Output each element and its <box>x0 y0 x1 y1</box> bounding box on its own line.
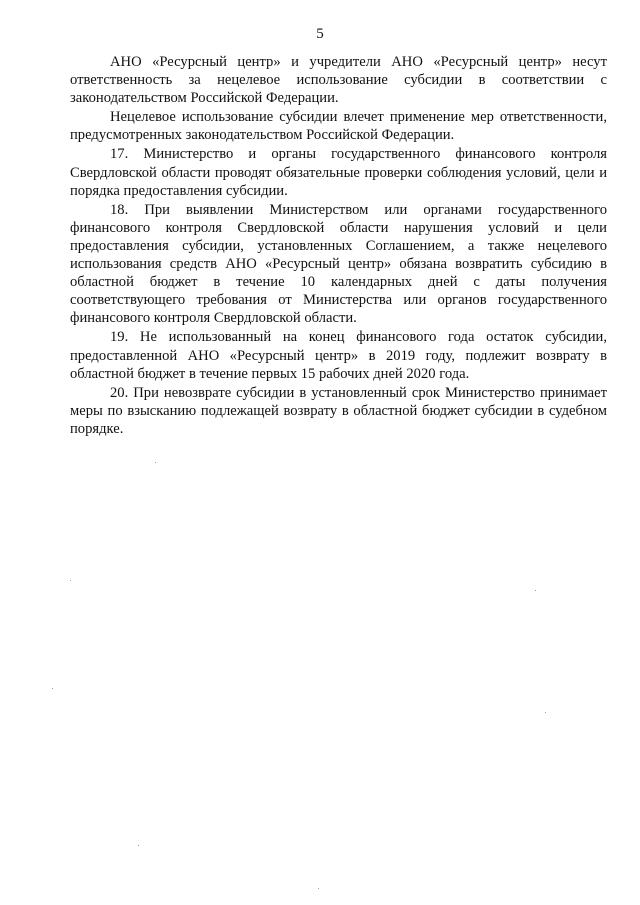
document-body <box>70 53 607 438</box>
paragraph-18: 18. При выявлении Министерством или органами государственного финансового контроля Свердловской области нарушения условий и цели предоставления субсидии, установленных Соглашением, а также нецелевого использования средств АНО «Ресурсный центр» обязана возвратить субсидию в областной бюджет в течение 10 календарных дней с даты получения соответствующего требования от Министерства или органов государственного финансового контроля Свердловской области. <box>70 201 607 327</box>
paragraph-responsibility: АНО «Ресурсный центр» и учредители АНО «Ресурсный центр» несут ответственность за нецелевое использование субсидии в соответствии с законодательством Российской Федерации. <box>70 54 607 107</box>
scan-speck <box>52 688 53 689</box>
paragraph-19: 19. Не использованный на конец финансового года остаток субсидии, предоставленной АНО «Ресурсный центр» в 2019 году, подлежит возврату в областной бюджет в течение первых 15 рабочих дней 2020 года. <box>70 329 607 382</box>
scan-speck <box>318 888 319 889</box>
scan-speck <box>155 462 156 463</box>
paragraph-17: 17. Министерство и органы государственного финансового контроля Свердловской области проводят обязательные проверки соблюдения условий, цели и порядка предоставления субсидии. <box>70 146 607 199</box>
scan-speck <box>545 712 546 713</box>
paragraph-misuse: Нецелевое использование субсидии влечет применение мер ответственности, предусмотренных законодательством Российской Федерации. <box>70 109 607 144</box>
scan-speck <box>70 580 71 581</box>
page-number: 5 <box>316 26 324 42</box>
scan-speck <box>535 590 536 591</box>
paragraph-20: 20. При невозврате субсидии в установленный срок Министерство принимает меры по взысканию подлежащей возврату в областной бюджет субсидии в судебном порядке. <box>70 384 607 437</box>
scan-speck <box>138 845 139 846</box>
